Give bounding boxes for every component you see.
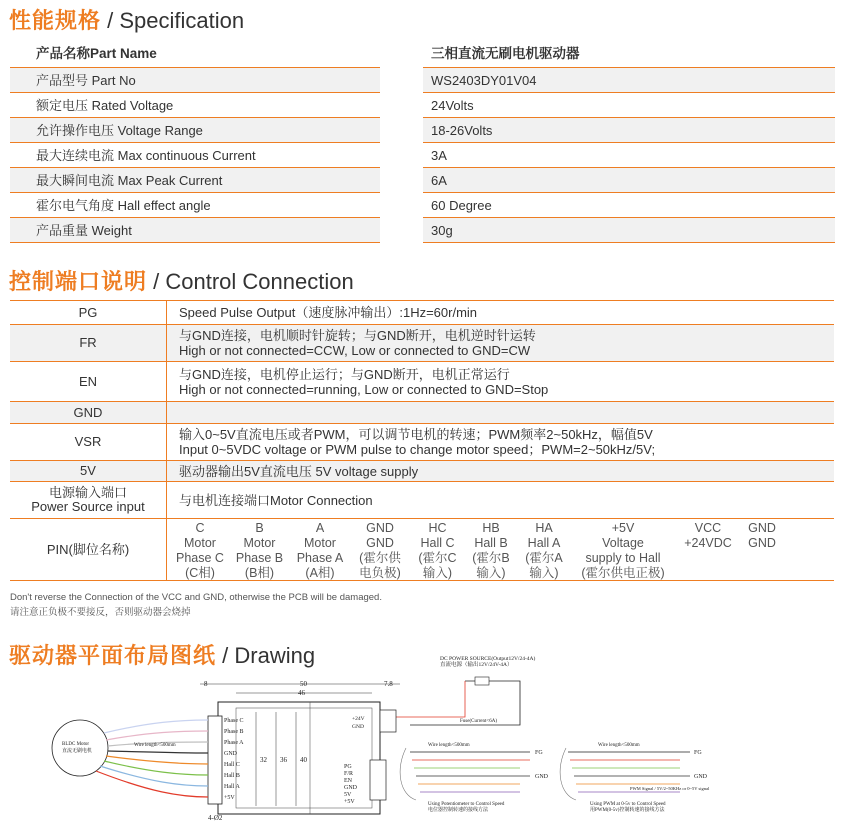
caption-potentiometer: Using Potentiometer to Control Speed <box>428 802 505 807</box>
spec-section-title <box>9 4 244 35</box>
phase-label: Phase A <box>224 740 244 746</box>
spec-value: 24Volts <box>423 93 835 118</box>
spec-label: 产品型号 Part No <box>10 68 380 93</box>
phase-label: Phase C <box>224 718 244 724</box>
phase-label: GND <box>224 751 237 757</box>
power-source-label: 直流电源（输出12V/24V-4A） <box>440 662 513 668</box>
battery-icon <box>475 677 489 685</box>
spec-label: 额定电压 Rated Voltage <box>10 93 380 118</box>
phase-label: Hall B <box>224 773 240 779</box>
signal-label: GND <box>535 774 548 780</box>
control-title-en: / Control Connection <box>153 269 354 294</box>
pin-label: GND <box>10 402 167 423</box>
warning-note-zh: 请注意正负极不要接反，否则驱动器会烧掉 <box>10 607 191 618</box>
control-row-en <box>10 362 834 402</box>
spec-table-left <box>10 40 380 243</box>
control-row-vsr <box>10 424 834 461</box>
drawing-title-en: / Drawing <box>222 643 316 668</box>
phase-label: Hall A <box>224 784 240 790</box>
drawing-title-zh: 驱动器平面布局图纸 <box>9 643 217 668</box>
pin-cell: A Motor Phase A (A相) <box>296 521 344 580</box>
dim-label: 40 <box>300 756 307 764</box>
spec-label: 允许操作电压 Voltage Range <box>10 118 380 143</box>
spec-value: 6A <box>423 168 835 193</box>
pin-cell: GND GND (霍尔供 电负极) <box>359 521 401 580</box>
caption-pwm: Using PWM at 0-5v to Control Speed <box>590 802 666 807</box>
drawing-section-title <box>9 639 315 670</box>
power-connector <box>380 710 396 732</box>
wire-note: Wire length<500mm <box>428 743 470 748</box>
spec-header-left: 产品名称Part Name <box>10 40 380 68</box>
wire-note: Wire length<500mm <box>598 743 640 748</box>
signal-label: FG <box>694 750 702 756</box>
control-row-pg <box>10 301 834 325</box>
motor-label: BLDC Motor <box>62 742 90 747</box>
pin-row-label: PIN(脚位名称) <box>10 519 167 580</box>
phase-label: Phase B <box>224 729 244 735</box>
spec-label: 最大瞬间电流 Max Peak Current <box>10 168 380 193</box>
pin-cell: VCC +24VDC <box>684 521 732 550</box>
control-table <box>10 300 834 581</box>
spec-header-right: 三相直流无刷电机驱动器 <box>423 40 835 68</box>
dim-label: 8 <box>204 680 208 688</box>
pin-description: 与电机连接端口Motor Connection <box>179 492 373 508</box>
pin-description: 驱动器输出5V直流电压 5V voltage supply <box>179 463 419 479</box>
spec-label: 霍尔电气角度 Hall effect angle <box>10 193 380 218</box>
spec-value: 18-26Volts <box>423 118 835 143</box>
dim-label: 50 <box>300 680 307 688</box>
control-row-pins <box>10 519 834 581</box>
control-pin-label: F/R <box>344 771 354 777</box>
pin-label: VSR <box>10 424 167 460</box>
dim-label: 36 <box>280 756 287 764</box>
spec-value: 30g <box>423 218 835 243</box>
control-connector <box>370 760 386 800</box>
control-pin-label: +5V <box>344 799 355 805</box>
dim-label: 7.8 <box>384 680 393 688</box>
power-pin-label: GND <box>352 724 364 730</box>
caption-pwm: 用PWM(0-5v)控制转速的接线方法 <box>590 808 665 813</box>
pin-cell: B Motor Phase B (B相) <box>235 521 284 580</box>
pin-description <box>167 402 834 423</box>
fuse-label: Fuse(Current<6A) <box>460 719 497 724</box>
pin-description: 与GND连接，电机停止运行；与GND断开，电机正常运行 High or not connected=running, Low or connected to GND=Stop <box>179 366 549 397</box>
spec-title-zh: 性能规格 <box>9 8 102 33</box>
pin-label: 5V <box>10 461 167 481</box>
control-row-5v <box>10 461 834 482</box>
control-pin-label: EN <box>344 778 352 784</box>
spec-label: 最大连续电流 Max continuous Current <box>10 143 380 168</box>
pin-label: FR <box>10 325 167 361</box>
control-title-zh: 控制端口说明 <box>9 269 148 294</box>
control-pin-label: 5V <box>344 792 352 798</box>
motor-connector <box>208 716 222 804</box>
warning-note-en: Don't reverse the Connection of the VCC and GND, otherwise the PCB will be damaged. <box>10 592 382 603</box>
spec-value: WS2403DY01V04 <box>423 68 835 93</box>
phase-label: +5V <box>224 795 235 801</box>
spec-value: 60 Degree <box>423 193 835 218</box>
control-row-fr <box>10 325 834 362</box>
caption-potentiometer: 电位器控制转速的接线方法 <box>428 808 489 813</box>
control-pin-label: GND <box>344 785 357 791</box>
power-source-label: DC POWER SOURCE(Output12V/24-4A) <box>440 656 536 662</box>
power-pin-label: +24V <box>352 716 365 722</box>
pin-label: PG <box>10 301 167 324</box>
pin-cell: HB Hall B (霍尔B 输入) <box>472 521 510 580</box>
pin-cell: GND GND <box>748 521 776 550</box>
dim-label: 4-Ø2 <box>208 814 223 822</box>
control-pin-label: PG <box>344 764 352 770</box>
pin-cell: HA Hall A (霍尔A 输入) <box>525 521 563 580</box>
spec-table-right <box>423 40 835 243</box>
pin-label: 电源输入端口 Power Source input <box>10 482 167 518</box>
bldc-motor-icon <box>52 720 108 776</box>
wire-note: Wire length<500mm <box>134 743 176 748</box>
phase-label: Hall C <box>224 762 240 768</box>
spec-label: 产品重量 Weight <box>10 218 380 243</box>
pin-cell: HC Hall C (霍尔C 输入) <box>418 521 457 580</box>
pin-label: EN <box>10 362 167 401</box>
dim-label: 32 <box>260 756 267 764</box>
dim-label: 46 <box>298 689 305 697</box>
pin-description: Speed Pulse Output（速度脉冲输出）:1Hz=60r/min <box>179 305 478 320</box>
pin-description: 与GND连接，电机顺时针旋转；与GND断开，电机逆时针运转 High or not connected=CCW, Low or connected to GND=CW <box>179 328 536 358</box>
pin-description: 输入0~5V直流电压或者PWM，可以调节电机的转速；PWM频率2~50kHz，幅值5V Input 0~5VDC voltage or PWM pulse to change motor speed；PWM=2~50kHz/5V; <box>179 427 656 457</box>
layout-drawing <box>0 656 849 831</box>
pin-cell: +5V Voltage supply to Hall (霍尔供电正极) <box>581 521 665 580</box>
spec-value: 3A <box>423 143 835 168</box>
spec-title-en: / Specification <box>107 8 245 33</box>
pwm-note: PWM Signal / 5V/2~50KHz or 0~5V signal <box>630 786 710 791</box>
motor-label: 直流无刷电机 <box>62 749 93 754</box>
control-section-title <box>9 265 354 296</box>
pin-cell: C Motor Phase C (C相) <box>176 521 224 580</box>
pin-cells <box>167 519 834 580</box>
signal-label: FG <box>535 750 543 756</box>
control-row-gnd <box>10 402 834 424</box>
control-row-power <box>10 482 834 519</box>
signal-label: GND <box>694 774 707 780</box>
